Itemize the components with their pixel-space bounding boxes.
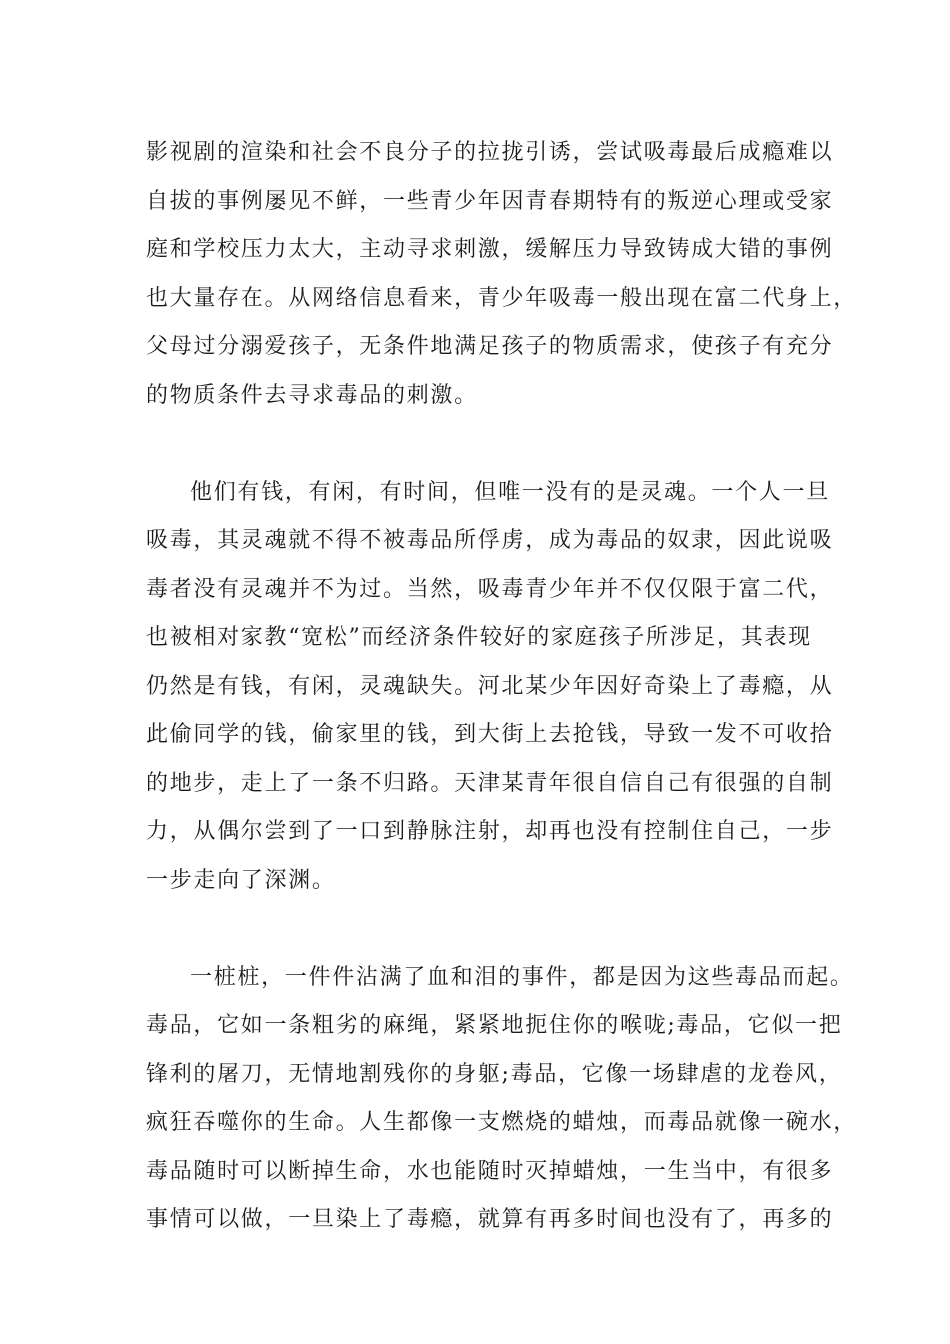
text-line: 吸毒，其灵魂就不得不被毒品所俘虏，成为毒品的奴隶，因此说吸 (146, 528, 834, 553)
paragraph-gap (146, 905, 806, 954)
text-line: 影视剧的渲染和社会不良分子的拉拢引诱，尝试吸毒最后成瘾难以 (146, 140, 834, 165)
paragraph-1 (146, 129, 858, 420)
text-line: 疯狂吞噬你的生命。人生都像一支燃烧的蜡烛，而毒品就像一碗水， (146, 1110, 858, 1135)
body-text (146, 129, 858, 1245)
paragraph-gap (146, 420, 806, 469)
text-line-indented: 他们有钱，有闲，有时间，但唯一没有的是灵魂。一个人一旦 (190, 479, 830, 505)
text-line: 事情可以做，一旦染上了毒瘾，就算有再多时间也没有了，再多的 (146, 1207, 834, 1232)
text-line: 自拔的事例屡见不鲜，一些青少年因青春期特有的叛逆心理或受家 (146, 188, 834, 214)
paragraph-3 (146, 954, 858, 1245)
text-line-indented: 一桩桩，一件件沾满了血和泪的事件，都是因为这些毒品而起。 (190, 964, 854, 990)
text-line: 毒者没有灵魂并不为过。当然，吸毒青少年并不仅仅限于富二代， (146, 576, 834, 602)
text-line: 父母过分溺爱孩子，无条件地满足孩子的物质需求，使孩子有充分 (146, 334, 834, 359)
text-line: 也大量存在。从网络信息看来，青少年吸毒一般出现在富二代身上， (146, 285, 858, 311)
paragraph-2 (146, 469, 834, 906)
text-line: 毒品随时可以断掉生命，水也能随时灭掉蜡烛，一生当中，有很多 (146, 1158, 834, 1184)
text-line: 锋利的屠刀，无情地割残你的身躯;毒品，它像一场肆虐的龙卷风， (146, 1061, 843, 1087)
text-line: 一步走向了深渊。 (146, 867, 336, 893)
text-line: 也被相对家教“宽松”而经济条件较好的家庭孩子所涉足，其表现 (146, 625, 812, 650)
text-line: 的地步，走上了一条不归路。天津某青年很自信自己有很强的自制 (146, 770, 834, 796)
text-line: 庭和学校压力太大，主动寻求刺激，缓解压力导致铸成大错的事例 (146, 237, 834, 262)
text-line: 仍然是有钱，有闲，灵魂缺失。河北某少年因好奇染上了毒瘾，从 (146, 673, 834, 699)
text-line: 力，从偶尔尝到了一口到静脉注射，却再也没有控制住自己，一步 (146, 819, 834, 844)
text-line: 此偷同学的钱，偷家里的钱，到大街上去抢钱，导致一发不可收拾 (146, 722, 834, 747)
text-line: 的物质条件去寻求毒品的刺激。 (146, 382, 478, 408)
text-line: 毒品，它如一条粗劣的麻绳，紧紧地扼住你的喉咙;毒品，它似一把 (146, 1013, 843, 1038)
